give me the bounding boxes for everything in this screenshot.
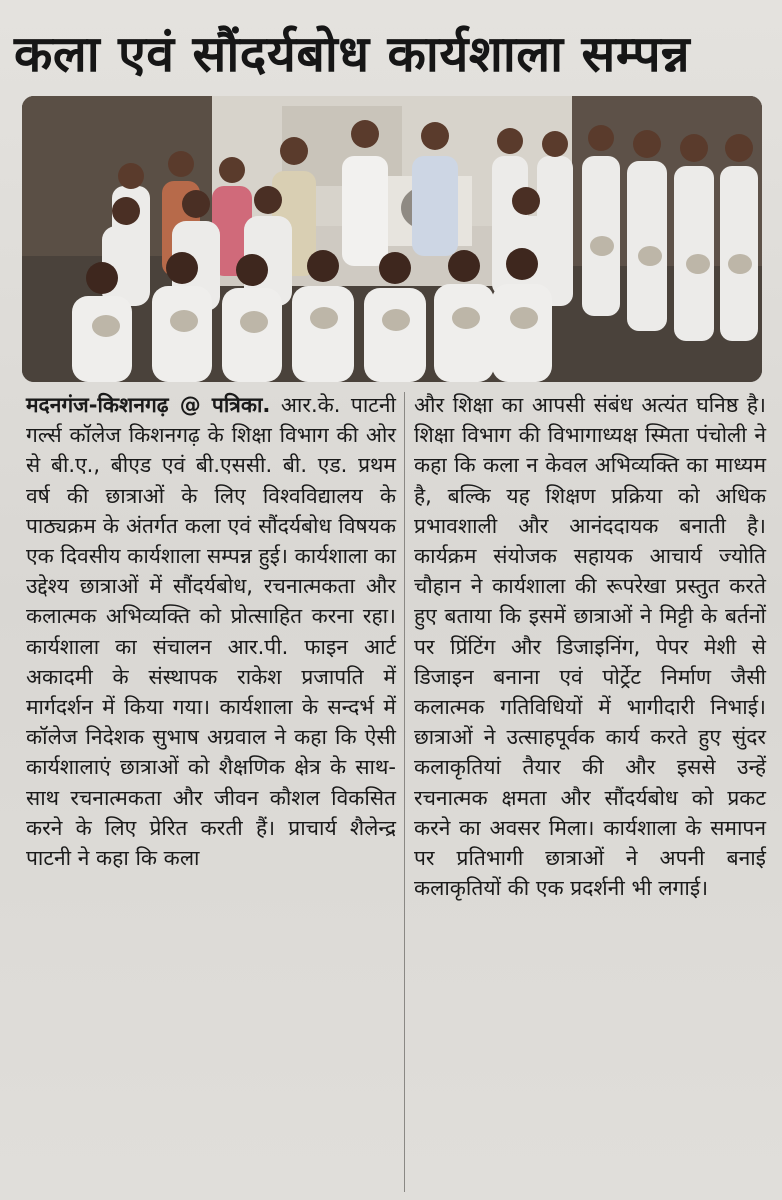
- article-column-left: [26, 390, 396, 1190]
- headline: कला एवं सौंदर्यबोध कार्यशाला सम्पन्न: [14, 25, 691, 83]
- group-photo: [22, 96, 762, 382]
- group-photo-illustration: [22, 96, 762, 382]
- article-text-left: आर.के. पाटनी गर्ल्स कॉलेज किशनगढ़ के शिक्षा विभाग की ओर से बी.ए., बीएड एवं बी.एससी. बी. एड. प्रथम वर्ष की छात्राओं के लिए विश्वविद्यालय के पाठ्यक्रम के अंतर्गत कला एवं सौंदर्यबोध विषयक एक दिवसीय कार्यशाला सम्पन्न हुई। कार्यशाला का उद्देश्य छात्राओं में सौंदर्यबोध, रचनात्मकता और कलात्मक अभिव्यक्ति को प्रोत्साहित करना रहा। कार्यशाला का संचालन आर.पी. फाइन आर्ट अकादमी के संस्थापक राकेश प्रजापति में मार्गदर्शन में किया गया। कार्यशाला के सन्दर्भ में कॉलेज निदेशक सुभाष अग्रवाल ने कहा कि ऐसी कार्यशालाएं छात्राओं को शैक्षणिक क्षेत्र के साथ-साथ रचनात्मकता और जीवन कौशल विकसित करने के लिए प्रेरित करती हैं। प्राचार्य शैलेन्द्र पाटनी ने कहा कि कला: [26, 393, 396, 871]
- article-column-right: [414, 390, 766, 1190]
- article-text-right: और शिक्षा का आपसी संबंध अत्यंत घनिष्ठ है। शिक्षा विभाग की विभागाध्यक्ष स्मिता पंचोली ने कहा कि कला न केवल अभिव्यक्ति का माध्यम है, बल्कि यह शिक्षण प्रक्रिया को अधिक प्रभावशाली और आनंददायक बनाती है। कार्यक्रम संयोजक सहायक आचार्य ज्योति चौहान ने कार्यशाला की रूपरेखा प्रस्तुत करते हुए बताया कि इसमें छात्राओं ने मिट्टी के बर्तनों पर प्रिंटिंग और डिजाइनिंग, पेपर मेशी से डिजाइन बनाना एवं पोर्ट्रेट निर्माण जैसी कलात्मक गतिविधियों में भागीदारी निभाई। छात्राओं ने उत्साहपूर्वक कार्य करते हुए सुंदर कलाकृतियां तैयार की और इससे उन्हें रचनात्मक क्षमता और सौंदर्यबोध को प्रकट करने का अवसर मिला। कार्यशाला के समापन पर प्रतिभागी छात्राओं ने अपनी बनाई कलाकृतियों की एक प्रदर्शनी भी लगाई।: [414, 393, 766, 901]
- dateline: मदनगंज-किशनगढ़ @ पत्रिका.: [26, 393, 271, 417]
- column-divider: [404, 392, 405, 1192]
